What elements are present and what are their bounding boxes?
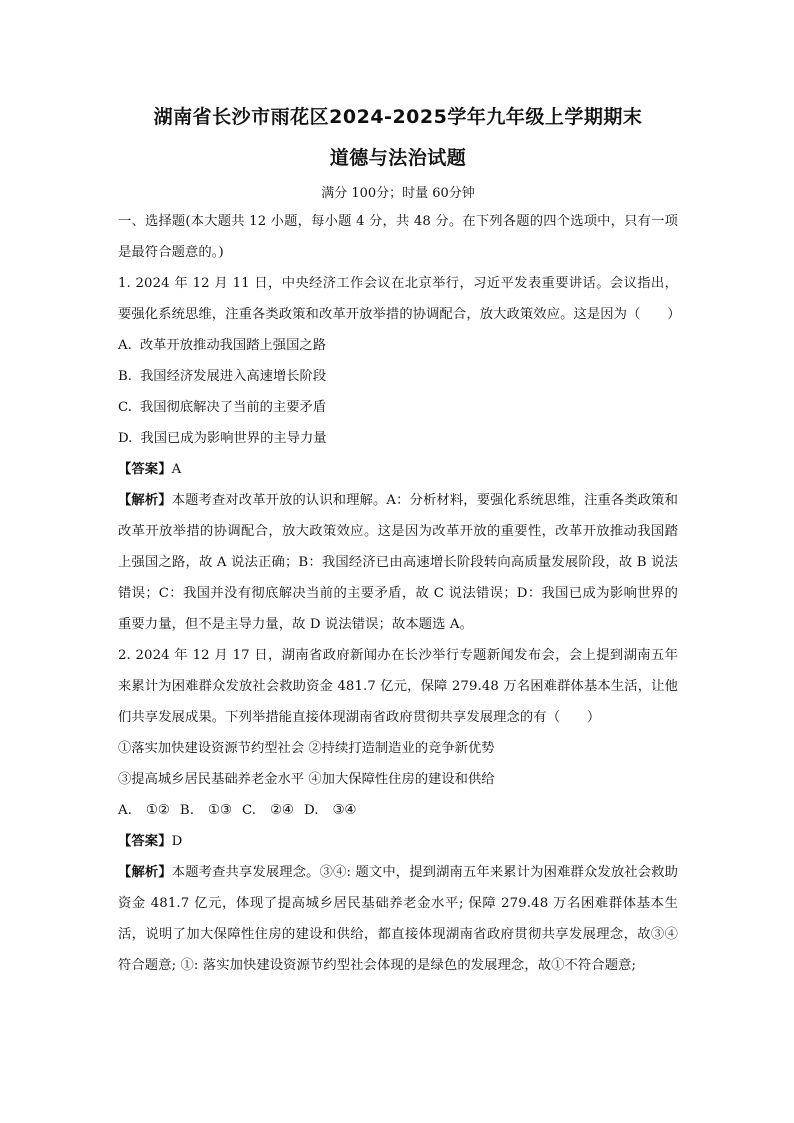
question-2-items-line1: ①落实加快建设资源节约型社会 ②持续打造制造业的竞争新优势: [118, 741, 495, 756]
answer-value: A: [171, 462, 182, 477]
option-text: ③④: [332, 803, 357, 818]
question-2-answer: [118, 826, 678, 857]
option-letter: A.: [118, 803, 132, 818]
option-text: ②④: [269, 803, 294, 818]
section-heading: 一、选择题(本大题共 12 小题，每小题 4 分，共 48 分。在下列各题的四个选项中，只有一项是最符合题意的。): [118, 214, 678, 260]
option-letter: D.: [118, 431, 133, 446]
option-text: ①②: [145, 803, 170, 818]
option-letter: B.: [118, 369, 132, 384]
document-title-line2: 道德与法治试题: [329, 147, 467, 169]
question-2-items-line2: ③提高城乡居民基础养老金水平 ④加大保障性住房的建设和供给: [118, 772, 495, 787]
question-1-stem: 1. 2024 年 12 月 11 日，中央经济工作会议在北京举行，习近平发表重要讲话。会议指出，要强化系统思维，注重各类政策和改革开放举措的协调配合，放大政策效应。这是因为（ ）: [118, 276, 681, 322]
option-text: 我国已成为影响世界的主导力量: [140, 431, 327, 446]
analysis-label: 【解析】: [118, 493, 172, 508]
option-text: 我国经济发展进入高速增长阶段: [140, 369, 327, 384]
question-1-option-a: [118, 330, 678, 361]
question-2-options: [118, 795, 678, 826]
option-letter: C.: [242, 803, 256, 818]
question-2-analysis: [118, 857, 678, 981]
question-2-option-b: [180, 803, 232, 818]
question-1-analysis: [118, 485, 678, 640]
question-1-option-c: [118, 392, 678, 423]
question-2-option-d: [304, 803, 356, 818]
document-title-line1: 湖南省长沙市雨花区2024-2025学年九年级上学期期末: [153, 106, 643, 128]
question-2-stem: 2. 2024 年 12 月 17 日，湖南省政府新闻办在长沙举行专题新闻发布会，会上提到湖南五年来累计为困难群众发放社会救助资金 481.7 亿元，保障 279.48 万名困难群体基本生活，让他们共享发展成果。下列举措能直接体现湖南省政府贯彻共享发展理念的有（ ）: [118, 648, 678, 725]
analysis-text: 本题考查共享发展理念。③④: 题文中，提到湖南五年来累计为困难群众发放社会救助资金 481.7 亿元，体现了提高城乡居民基础养老金水平; 保障 279.48 万名困难群体基本生活，说明了加大保障性住房的建设和供给，都直接体现湖南省政府贯彻共享发展理念，故③④符合题意; ①: 落实加快建设资源节约型社会体现的是绿色的发展理念，故①不符合题意;: [118, 865, 678, 973]
document-content: [118, 102, 681, 981]
option-letter: B.: [179, 803, 194, 818]
question-2-option-a: [118, 803, 170, 818]
option-letter: D.: [304, 803, 319, 818]
question-1-answer: [118, 454, 678, 485]
question-1-option-b: [118, 361, 678, 392]
exam-info: 满分 100分；时量 60分钟: [321, 186, 475, 201]
answer-value: D: [171, 834, 183, 849]
option-letter: A.: [118, 338, 132, 353]
option-text: 改革开放推动我国踏上强国之路: [139, 338, 326, 353]
analysis-label: 【解析】: [118, 865, 172, 880]
question-2-option-c: [242, 803, 294, 818]
answer-label: 【答案】: [118, 834, 172, 849]
answer-label: 【答案】: [118, 462, 172, 477]
option-text: ①③: [207, 803, 232, 818]
option-letter: C.: [118, 400, 132, 415]
question-1-option-d: [118, 423, 678, 454]
analysis-text: 本题考查对改革开放的认识和理解。A：分析材料，要强化系统思维，注重各类政策和改革开放举措的协调配合，放大政策效应。这是因为改革开放的重要性，改革开放推动我国踏上强国之路，故 A 说法正确；B：我国经济已由高速增长阶段转向高质量发展阶段，故 B 说法错误；C：我国并没有彻底解决当前的主要矛盾，故 C 说法错误；D：我国已成为影响世界的重要力量，但不是主导力量，故 D 说法错误；故本题选 A。: [118, 493, 678, 632]
option-text: 我国彻底解决了当前的主要矛盾: [139, 400, 327, 415]
